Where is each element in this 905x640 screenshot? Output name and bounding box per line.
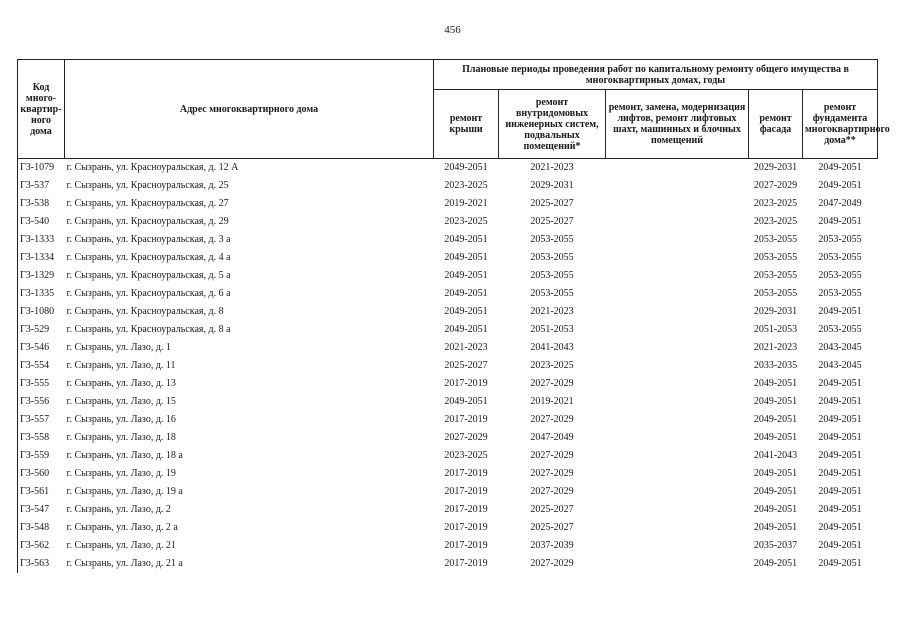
cell-facade: 2051-2053 bbox=[753, 324, 798, 335]
cell-code: Г3-1334 bbox=[18, 249, 65, 267]
cell-roof: 2021-2023 bbox=[444, 342, 488, 353]
cell-code: Г3-540 bbox=[18, 213, 65, 231]
cell-address: г. Сызрань, ул. Красноуральская, д. 29 bbox=[66, 216, 229, 227]
cell-code: Г3-557 bbox=[18, 411, 65, 429]
cell-roof: 2017-2019 bbox=[444, 378, 488, 389]
cell-systems: 2037-2039 bbox=[530, 540, 574, 551]
cell-systems: 2027-2029 bbox=[530, 558, 574, 569]
header-lifts: ремонт, замена, модернизация лифтов, ремонт лифтовых шахт, машинных и блочных помещений bbox=[606, 90, 749, 159]
cell-lifts bbox=[606, 501, 749, 519]
cell-roof: 2049-2051 bbox=[444, 396, 488, 407]
cell-facade: 2049-2051 bbox=[753, 414, 798, 425]
cell-code: Г3-1080 bbox=[18, 303, 65, 321]
cell-code: Г3-546 bbox=[18, 339, 65, 357]
table-row bbox=[18, 267, 878, 285]
cell-foundation: 2047-2049 bbox=[818, 198, 862, 209]
cell-address: г. Сызрань, ул. Красноуральская, д. 5 а bbox=[66, 270, 231, 281]
page-number: 456 bbox=[444, 24, 461, 36]
cell-address: г. Сызрань, ул. Красноуральская, д. 25 bbox=[66, 180, 229, 191]
table-body bbox=[18, 159, 878, 574]
table-row bbox=[18, 501, 878, 519]
table-row bbox=[18, 195, 878, 213]
cell-roof: 2023-2025 bbox=[444, 180, 488, 191]
cell-lifts bbox=[606, 213, 749, 231]
cell-code: Г3-558 bbox=[18, 429, 65, 447]
cell-code: Г3-1329 bbox=[18, 267, 65, 285]
cell-lifts bbox=[606, 555, 749, 573]
cell-address: г. Сызрань, ул. Лазо, д. 13 bbox=[66, 378, 176, 389]
table-row bbox=[18, 393, 878, 411]
cell-address: г. Сызрань, ул. Лазо, д. 19 bbox=[66, 468, 176, 479]
cell-systems: 2047-2049 bbox=[530, 432, 574, 443]
cell-code: Г3-560 bbox=[18, 465, 65, 483]
cell-roof: 2049-2051 bbox=[444, 162, 488, 173]
cell-roof: 2049-2051 bbox=[444, 252, 488, 263]
cell-systems: 2027-2029 bbox=[530, 378, 574, 389]
cell-systems: 2025-2027 bbox=[530, 504, 574, 515]
cell-address: г. Сызрань, ул. Лазо, д. 1 bbox=[66, 342, 171, 353]
cell-systems: 2025-2027 bbox=[530, 522, 574, 533]
cell-code: Г3-548 bbox=[18, 519, 65, 537]
cell-address: г. Сызрань, ул. Красноуральская, д. 12 А bbox=[66, 162, 239, 173]
cell-code: Г3-563 bbox=[18, 555, 65, 573]
cell-facade: 2033-2035 bbox=[753, 360, 798, 371]
header-code: Код много-квартир-ного дома bbox=[18, 60, 65, 159]
cell-facade: 2049-2051 bbox=[753, 468, 798, 479]
table-row bbox=[18, 177, 878, 195]
cell-facade: 2049-2051 bbox=[753, 396, 798, 407]
header-systems: ремонт внутридомовых инженерных систем, подвальных помещений* bbox=[499, 90, 606, 159]
cell-foundation: 2049-2051 bbox=[818, 468, 862, 479]
cell-foundation: 2049-2051 bbox=[818, 396, 862, 407]
cell-code: Г3-538 bbox=[18, 195, 65, 213]
table-row bbox=[18, 447, 878, 465]
cell-code: Г3-562 bbox=[18, 537, 65, 555]
header-address: Адрес многоквартирного дома bbox=[65, 60, 434, 159]
cell-systems: 2027-2029 bbox=[530, 468, 574, 479]
cell-roof: 2049-2051 bbox=[444, 234, 488, 245]
cell-lifts bbox=[606, 519, 749, 537]
table-row bbox=[18, 285, 878, 303]
cell-facade: 2049-2051 bbox=[753, 378, 798, 389]
header-foundation: ремонт фундамента многоквартирного дома** bbox=[803, 90, 878, 159]
cell-foundation: 2049-2051 bbox=[818, 162, 862, 173]
cell-lifts bbox=[606, 411, 749, 429]
cell-address: г. Сызрань, ул. Лазо, д. 16 bbox=[66, 414, 176, 425]
cell-lifts bbox=[606, 195, 749, 213]
table-row bbox=[18, 213, 878, 231]
cell-foundation: 2049-2051 bbox=[818, 180, 862, 191]
cell-foundation: 2049-2051 bbox=[818, 504, 862, 515]
cell-roof: 2049-2051 bbox=[444, 270, 488, 281]
cell-code: Г3-1079 bbox=[18, 159, 65, 178]
table-row bbox=[18, 357, 878, 375]
table-row bbox=[18, 249, 878, 267]
cell-lifts bbox=[606, 375, 749, 393]
cell-roof: 2017-2019 bbox=[444, 468, 488, 479]
cell-address: г. Сызрань, ул. Красноуральская, д. 27 bbox=[66, 198, 229, 209]
cell-address: г. Сызрань, ул. Лазо, д. 18 bbox=[66, 432, 176, 443]
cell-facade: 2029-2031 bbox=[753, 162, 798, 173]
cell-facade: 2049-2051 bbox=[753, 522, 798, 533]
table-row bbox=[18, 303, 878, 321]
cell-facade: 2021-2023 bbox=[753, 342, 798, 353]
table-row bbox=[18, 483, 878, 501]
cell-facade: 2023-2025 bbox=[753, 198, 798, 209]
cell-lifts bbox=[606, 537, 749, 555]
cell-facade: 2053-2055 bbox=[753, 234, 798, 245]
cell-systems: 2027-2029 bbox=[530, 486, 574, 497]
table-row bbox=[18, 537, 878, 555]
header-group-title: Плановые периоды проведения работ по капитальному ремонту общего имущества в многоквартирных домах, годы bbox=[434, 60, 878, 90]
cell-facade: 2049-2051 bbox=[753, 558, 798, 569]
cell-foundation: 2053-2055 bbox=[818, 234, 862, 245]
cell-lifts bbox=[606, 159, 749, 178]
cell-lifts bbox=[606, 285, 749, 303]
cell-systems: 2023-2025 bbox=[530, 360, 574, 371]
cell-code: Г3-529 bbox=[18, 321, 65, 339]
header-roof: ремонт крыши bbox=[434, 90, 499, 159]
cell-code: Г3-554 bbox=[18, 357, 65, 375]
table-row bbox=[18, 411, 878, 429]
cell-foundation: 2053-2055 bbox=[818, 288, 862, 299]
table-row bbox=[18, 519, 878, 537]
table-row bbox=[18, 321, 878, 339]
cell-roof: 2049-2051 bbox=[444, 306, 488, 317]
cell-code: Г3-1335 bbox=[18, 285, 65, 303]
cell-facade: 2049-2051 bbox=[753, 486, 798, 497]
cell-facade: 2053-2055 bbox=[753, 270, 798, 281]
cell-foundation: 2049-2051 bbox=[818, 216, 862, 227]
cell-code: Г3-1333 bbox=[18, 231, 65, 249]
cell-systems: 2053-2055 bbox=[530, 234, 574, 245]
cell-roof: 2019-2021 bbox=[444, 198, 488, 209]
cell-roof: 2023-2025 bbox=[444, 216, 488, 227]
cell-foundation: 2049-2051 bbox=[818, 486, 862, 497]
cell-foundation: 2049-2051 bbox=[818, 306, 862, 317]
cell-foundation: 2049-2051 bbox=[818, 558, 862, 569]
cell-foundation: 2043-2045 bbox=[818, 360, 862, 371]
table-row bbox=[18, 339, 878, 357]
cell-lifts bbox=[606, 249, 749, 267]
cell-roof: 2023-2025 bbox=[444, 450, 488, 461]
cell-address: г. Сызрань, ул. Лазо, д. 2 а bbox=[66, 522, 178, 533]
cell-lifts bbox=[606, 339, 749, 357]
cell-foundation: 2049-2051 bbox=[818, 432, 862, 443]
cell-facade: 2049-2051 bbox=[753, 432, 798, 443]
cell-foundation: 2049-2051 bbox=[818, 450, 862, 461]
table-header bbox=[18, 60, 890, 159]
cell-facade: 2041-2043 bbox=[753, 450, 798, 461]
table-row bbox=[18, 429, 878, 447]
cell-address: г. Сызрань, ул. Лазо, д. 21 bbox=[66, 540, 176, 551]
table-row bbox=[18, 555, 878, 573]
cell-address: г. Сызрань, ул. Лазо, д. 2 bbox=[66, 504, 171, 515]
cell-roof: 2049-2051 bbox=[444, 324, 488, 335]
cell-code: Г3-537 bbox=[18, 177, 65, 195]
cell-roof: 2017-2019 bbox=[444, 414, 488, 425]
cell-foundation: 2049-2051 bbox=[818, 522, 862, 533]
cell-code: Г3-555 bbox=[18, 375, 65, 393]
cell-lifts bbox=[606, 357, 749, 375]
cell-systems: 2019-2021 bbox=[530, 396, 574, 407]
cell-systems: 2029-2031 bbox=[530, 180, 574, 191]
cell-code: Г3-561 bbox=[18, 483, 65, 501]
cell-address: г. Сызрань, ул. Лазо, д. 19 а bbox=[66, 486, 183, 497]
cell-facade: 2049-2051 bbox=[753, 504, 798, 515]
cell-foundation: 2053-2055 bbox=[818, 270, 862, 281]
cell-address: г. Сызрань, ул. Красноуральская, д. 8 bbox=[66, 306, 224, 317]
cell-systems: 2053-2055 bbox=[530, 270, 574, 281]
cell-foundation: 2053-2055 bbox=[818, 252, 862, 263]
cell-facade: 2027-2029 bbox=[753, 180, 798, 191]
cell-systems: 2021-2023 bbox=[530, 162, 574, 173]
table-row bbox=[18, 375, 878, 393]
cell-lifts bbox=[606, 465, 749, 483]
cell-roof: 2017-2019 bbox=[444, 522, 488, 533]
cell-roof: 2017-2019 bbox=[444, 558, 488, 569]
cell-facade: 2023-2025 bbox=[753, 216, 798, 227]
cell-roof: 2017-2019 bbox=[444, 504, 488, 515]
cell-address: г. Сызрань, ул. Красноуральская, д. 6 а bbox=[66, 288, 231, 299]
cell-systems: 2041-2043 bbox=[530, 342, 574, 353]
cell-address: г. Сызрань, ул. Лазо, д. 21 а bbox=[66, 558, 183, 569]
cell-systems: 2053-2055 bbox=[530, 288, 574, 299]
cell-roof: 2017-2019 bbox=[444, 486, 488, 497]
cell-foundation: 2053-2055 bbox=[818, 324, 862, 335]
cell-lifts bbox=[606, 267, 749, 285]
cell-address: г. Сызрань, ул. Лазо, д. 18 а bbox=[66, 450, 183, 461]
cell-lifts bbox=[606, 321, 749, 339]
cell-lifts bbox=[606, 177, 749, 195]
cell-foundation: 2049-2051 bbox=[818, 414, 862, 425]
cell-systems: 2027-2029 bbox=[530, 414, 574, 425]
cell-lifts bbox=[606, 393, 749, 411]
cell-foundation: 2043-2045 bbox=[818, 342, 862, 353]
table-row bbox=[18, 465, 878, 483]
cell-roof: 2027-2029 bbox=[444, 432, 488, 443]
cell-code: Г3-547 bbox=[18, 501, 65, 519]
cell-code: Г3-556 bbox=[18, 393, 65, 411]
cell-address: г. Сызрань, ул. Красноуральская, д. 3 а bbox=[66, 234, 231, 245]
cell-roof: 2025-2027 bbox=[444, 360, 488, 371]
cell-roof: 2017-2019 bbox=[444, 540, 488, 551]
cell-lifts bbox=[606, 447, 749, 465]
cell-systems: 2053-2055 bbox=[530, 252, 574, 263]
cell-address: г. Сызрань, ул. Лазо, д. 11 bbox=[66, 360, 176, 371]
cell-systems: 2027-2029 bbox=[530, 450, 574, 461]
cell-lifts bbox=[606, 483, 749, 501]
cell-address: г. Сызрань, ул. Красноуральская, д. 4 а bbox=[66, 252, 231, 263]
cell-facade: 2053-2055 bbox=[753, 288, 798, 299]
cell-facade: 2029-2031 bbox=[753, 306, 798, 317]
table-row bbox=[18, 159, 878, 178]
cell-systems: 2025-2027 bbox=[530, 216, 574, 227]
cell-address: г. Сызрань, ул. Красноуральская, д. 8 а bbox=[66, 324, 231, 335]
capital-repair-table bbox=[17, 59, 890, 573]
cell-systems: 2021-2023 bbox=[530, 306, 574, 317]
cell-code: Г3-559 bbox=[18, 447, 65, 465]
cell-address: г. Сызрань, ул. Лазо, д. 15 bbox=[66, 396, 176, 407]
cell-lifts bbox=[606, 429, 749, 447]
cell-facade: 2053-2055 bbox=[753, 252, 798, 263]
cell-foundation: 2049-2051 bbox=[818, 378, 862, 389]
header-facade: ремонт фасада bbox=[749, 90, 803, 159]
cell-facade: 2035-2037 bbox=[753, 540, 798, 551]
cell-lifts bbox=[606, 231, 749, 249]
cell-lifts bbox=[606, 303, 749, 321]
cell-roof: 2049-2051 bbox=[444, 288, 488, 299]
cell-foundation: 2049-2051 bbox=[818, 540, 862, 551]
cell-systems: 2051-2053 bbox=[530, 324, 574, 335]
table-row bbox=[18, 231, 878, 249]
cell-systems: 2025-2027 bbox=[530, 198, 574, 209]
